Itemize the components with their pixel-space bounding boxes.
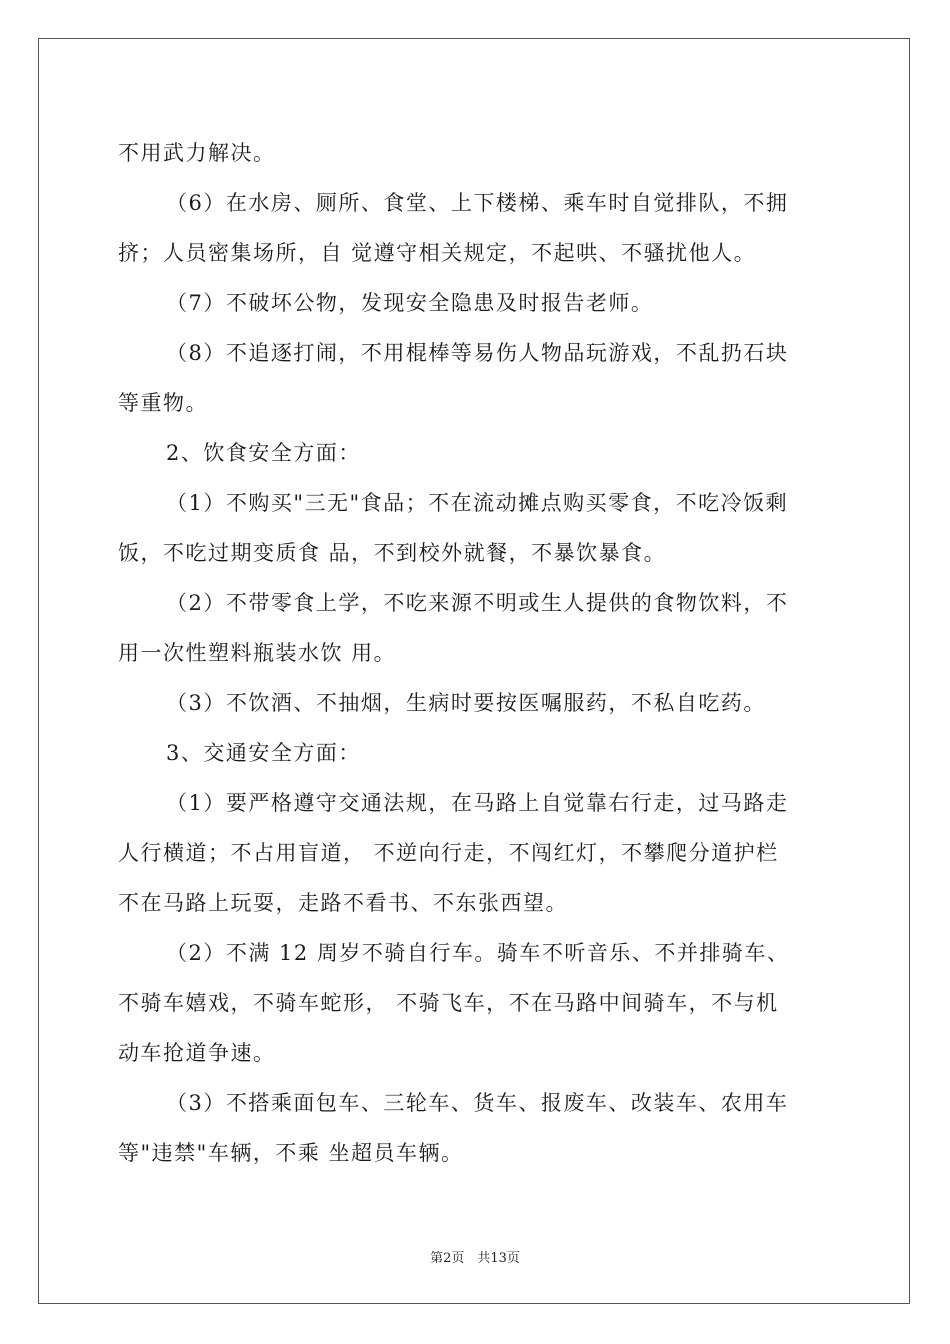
text-line-4: （7）不破坏公物，发现安全隐患及时报告老师。 <box>166 291 654 315</box>
text-line-9: 饭，不吃过期变质食 品，不到校外就餐，不暴饮暴食。 <box>118 541 667 565</box>
text-line-6: 等重物。 <box>118 391 208 415</box>
text-line-18: 不骑车嬉戏，不骑车蛇形， 不骑飞车，不在马路中间骑车，不与机 <box>118 991 779 1015</box>
text-line-17: （2）不满 12 周岁不骑自行车。骑车不听音乐、不并排骑车、 <box>166 941 790 965</box>
text-line-5: （8）不追逐打闹，不用棍棒等易伤人物品玩游戏，不乱扔石块 <box>166 341 789 365</box>
text-line-15: 人行横道；不占用盲道， 不逆向行走，不闯红灯，不攀爬分道护栏 <box>118 841 779 865</box>
text-line-14: （1）要严格遵守交通法规，在马路上自觉靠右行走，过马路走 <box>166 791 789 815</box>
text-line-3: 挤；人员密集场所，自 觉遵守相关规定，不起哄、不骚扰他人。 <box>118 241 757 265</box>
text-line-16: 不在马路上玩耍，走路不看书、不东张西望。 <box>118 891 568 915</box>
text-line-11: 用一次性塑料瓶装水饮 用。 <box>118 641 397 665</box>
text-line-19: 动车抢道争速。 <box>118 1041 276 1065</box>
section-heading-traffic-safety: 3、交通安全方面： <box>166 741 361 765</box>
text-line-20: （3）不搭乘面包车、三轮车、货车、报废车、改装车、农用车 <box>166 1091 789 1115</box>
page-number-footer: 第2页 共13页 <box>430 1251 520 1266</box>
document-body <box>118 128 838 1178</box>
text-line-2: （6）在水房、厕所、食堂、上下楼梯、乘车时自觉排队，不拥 <box>166 191 789 215</box>
text-line-12: （3）不饮酒、不抽烟，生病时要按医嘱服药，不私自吃药。 <box>166 691 766 715</box>
text-line-10: （2）不带零食上学，不吃来源不明或生人提供的食物饮料，不 <box>166 591 789 615</box>
section-heading-food-safety: 2、饮食安全方面： <box>166 441 361 465</box>
text-line-8: （1）不购买"三无"食品；不在流动摊点购买零食，不吃冷饭剩 <box>166 491 789 515</box>
text-line-1: 不用武力解决。 <box>118 141 276 165</box>
text-line-21: 等"违禁"车辆，不乘 坐超员车辆。 <box>118 1141 464 1165</box>
